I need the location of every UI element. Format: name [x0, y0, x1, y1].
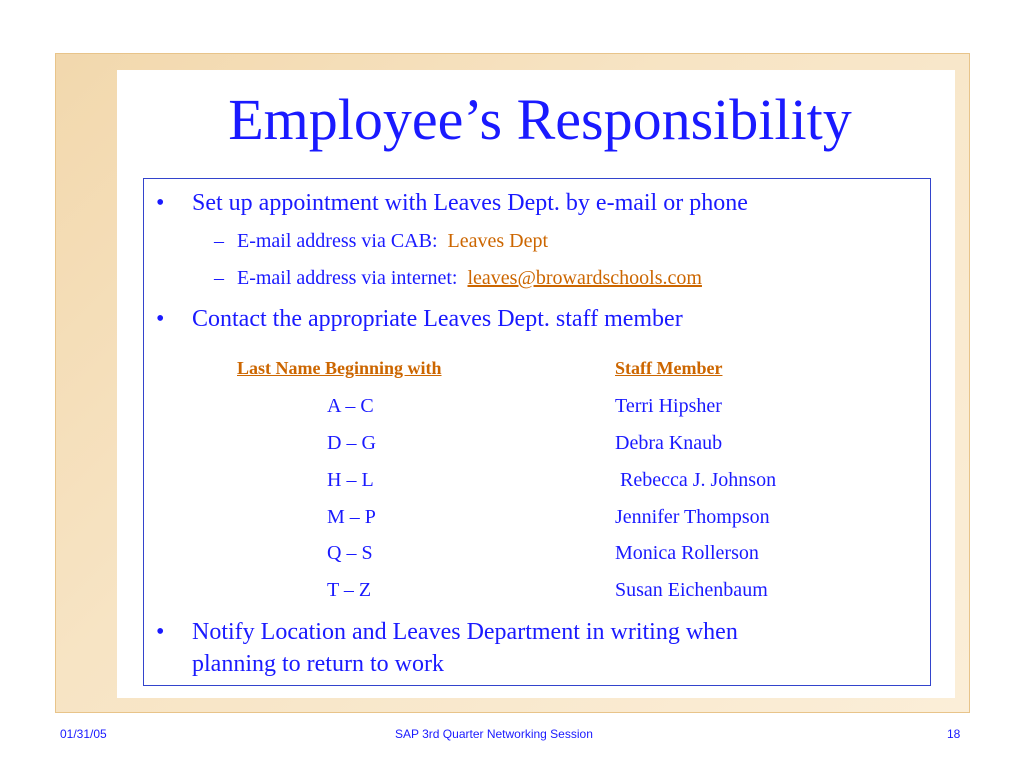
bullet-icon: •	[156, 619, 165, 645]
bullet-text: Contact the appropriate Leaves Dept. staff member	[192, 306, 683, 332]
sub-item-label: E-mail address via CAB:	[237, 230, 438, 252]
table-cell-range: M – P	[327, 506, 376, 528]
content-box	[143, 178, 931, 686]
table-cell-range: D – G	[327, 432, 376, 454]
table-cell-range: A – C	[327, 395, 374, 417]
table-cell-staff: Rebecca J. Johnson	[615, 469, 777, 491]
cab-address: Leaves Dept	[447, 230, 549, 252]
table-cell-range: H – L	[327, 469, 374, 491]
table-cell-range: T – Z	[327, 579, 372, 601]
column-header-last-name: Last Name Beginning with	[237, 358, 442, 378]
bullet-text: Set up appointment with Leaves Dept. by e-mail or phone	[192, 190, 748, 216]
column-header-staff-member: Staff Member	[615, 358, 723, 378]
footer-date: 01/31/05	[60, 727, 107, 741]
footer-page-number: 18	[947, 727, 961, 741]
dash-icon: –	[214, 267, 224, 289]
bullet-text-line1: Notify Location and Leaves Department in writing when	[192, 619, 738, 645]
sub-item-label: E-mail address via internet:	[237, 267, 458, 289]
table-cell-staff: Jennifer Thompson	[615, 506, 770, 528]
table-cell-range: Q – S	[327, 542, 373, 564]
table-cell-staff: Susan Eichenbaum	[615, 579, 768, 601]
table-cell-staff: Terri Hipsher	[615, 395, 722, 417]
footer-session: SAP 3rd Quarter Networking Session	[395, 727, 593, 741]
email-link[interactable]: leaves@browardschools.com	[467, 267, 702, 289]
bullet-text-line2: planning to return to work	[192, 651, 444, 677]
slide-title: Employee’s Responsibility	[228, 87, 852, 152]
dash-icon: –	[214, 230, 224, 252]
table-cell-staff: Monica Rollerson	[615, 542, 759, 564]
bullet-icon: •	[156, 306, 165, 332]
table-cell-staff: Debra Knaub	[615, 432, 723, 454]
bullet-icon: •	[156, 190, 165, 216]
